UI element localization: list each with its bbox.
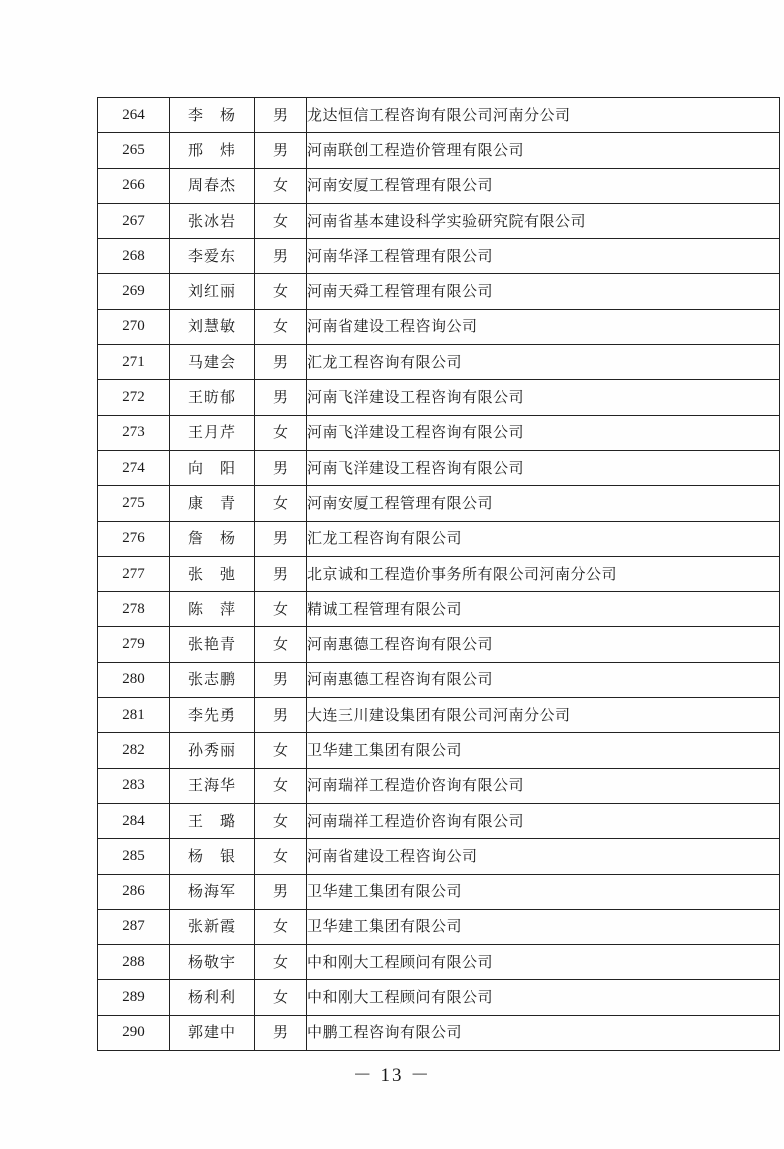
gender-cell: 男 (255, 380, 307, 415)
organization-cell: 汇龙工程咨询有限公司 (307, 521, 780, 556)
table-row (98, 909, 780, 944)
organization-cell: 河南瑞祥工程造价咨询有限公司 (307, 803, 780, 838)
row-number-cell: 290 (98, 1015, 170, 1050)
row-number-cell: 270 (98, 309, 170, 344)
row-number-cell: 271 (98, 345, 170, 380)
organization-cell: 河南安厦工程管理有限公司 (307, 486, 780, 521)
table-row (98, 345, 780, 380)
row-number-cell: 284 (98, 803, 170, 838)
gender-cell: 女 (255, 980, 307, 1015)
organization-cell: 中和刚大工程顾问有限公司 (307, 945, 780, 980)
table-row (98, 556, 780, 591)
gender-cell: 男 (255, 239, 307, 274)
organization-cell: 精诚工程管理有限公司 (307, 592, 780, 627)
table-row (98, 309, 780, 344)
name-cell: 郭建中 (170, 1015, 255, 1050)
row-number-cell: 289 (98, 980, 170, 1015)
table-row (98, 274, 780, 309)
name-cell: 马建会 (170, 345, 255, 380)
gender-cell: 女 (255, 945, 307, 980)
table-row (98, 698, 780, 733)
row-number-cell: 283 (98, 768, 170, 803)
organization-cell: 汇龙工程咨询有限公司 (307, 345, 780, 380)
gender-cell: 女 (255, 168, 307, 203)
gender-cell: 女 (255, 803, 307, 838)
table-row (98, 380, 780, 415)
row-number-cell: 276 (98, 521, 170, 556)
name-cell: 王 璐 (170, 803, 255, 838)
gender-cell: 女 (255, 768, 307, 803)
row-number-cell: 265 (98, 133, 170, 168)
gender-cell: 女 (255, 909, 307, 944)
gender-cell: 男 (255, 556, 307, 591)
name-cell: 陈 萍 (170, 592, 255, 627)
table-row (98, 450, 780, 485)
name-cell: 康 青 (170, 486, 255, 521)
row-number-cell: 285 (98, 839, 170, 874)
gender-cell: 女 (255, 839, 307, 874)
organization-cell: 河南华泽工程管理有限公司 (307, 239, 780, 274)
row-number-cell: 282 (98, 733, 170, 768)
table-row (98, 592, 780, 627)
row-number-cell: 280 (98, 662, 170, 697)
table-row (98, 980, 780, 1015)
table-row (98, 486, 780, 521)
name-cell: 詹 杨 (170, 521, 255, 556)
name-cell: 杨 银 (170, 839, 255, 874)
table-row (98, 627, 780, 662)
row-number-cell: 267 (98, 203, 170, 238)
organization-cell: 河南瑞祥工程造价咨询有限公司 (307, 768, 780, 803)
gender-cell: 男 (255, 345, 307, 380)
row-number-cell: 266 (98, 168, 170, 203)
organization-cell: 河南惠德工程咨询有限公司 (307, 662, 780, 697)
organization-cell: 河南惠德工程咨询有限公司 (307, 627, 780, 662)
name-cell: 王海华 (170, 768, 255, 803)
organization-cell: 河南省基本建设科学实验研究院有限公司 (307, 203, 780, 238)
gender-cell: 女 (255, 733, 307, 768)
gender-cell: 女 (255, 309, 307, 344)
name-cell: 张 弛 (170, 556, 255, 591)
name-cell: 李爱东 (170, 239, 255, 274)
row-number-cell: 275 (98, 486, 170, 521)
row-number-cell: 279 (98, 627, 170, 662)
organization-cell: 龙达恒信工程咨询有限公司河南分公司 (307, 98, 780, 133)
page-number: － 13 － (352, 1065, 432, 1086)
organization-cell: 中和刚大工程顾问有限公司 (307, 980, 780, 1015)
table-row (98, 839, 780, 874)
name-cell: 王月芹 (170, 415, 255, 450)
table-row (98, 1015, 780, 1050)
name-cell: 邢 炜 (170, 133, 255, 168)
organization-cell: 卫华建工集团有限公司 (307, 874, 780, 909)
organization-cell: 河南省建设工程咨询公司 (307, 839, 780, 874)
gender-cell: 男 (255, 1015, 307, 1050)
organization-cell: 北京诚和工程造价事务所有限公司河南分公司 (307, 556, 780, 591)
organization-cell: 大连三川建设集团有限公司河南分公司 (307, 698, 780, 733)
name-cell: 杨利利 (170, 980, 255, 1015)
organization-cell: 河南飞洋建设工程咨询有限公司 (307, 450, 780, 485)
gender-cell: 女 (255, 203, 307, 238)
row-number-cell: 277 (98, 556, 170, 591)
table-row (98, 168, 780, 203)
name-cell: 王昉郁 (170, 380, 255, 415)
gender-cell: 女 (255, 274, 307, 309)
table-row (98, 98, 780, 133)
personnel-table (97, 97, 780, 1051)
organization-cell: 河南飞洋建设工程咨询有限公司 (307, 380, 780, 415)
row-number-cell: 286 (98, 874, 170, 909)
organization-cell: 河南安厦工程管理有限公司 (307, 168, 780, 203)
table-row (98, 803, 780, 838)
gender-cell: 女 (255, 627, 307, 662)
name-cell: 向 阳 (170, 450, 255, 485)
gender-cell: 男 (255, 133, 307, 168)
gender-cell: 女 (255, 415, 307, 450)
name-cell: 孙秀丽 (170, 733, 255, 768)
table-row (98, 662, 780, 697)
gender-cell: 女 (255, 592, 307, 627)
row-number-cell: 273 (98, 415, 170, 450)
table-row (98, 768, 780, 803)
name-cell: 杨敬宇 (170, 945, 255, 980)
organization-cell: 河南天舜工程管理有限公司 (307, 274, 780, 309)
row-number-cell: 278 (98, 592, 170, 627)
name-cell: 张志鹏 (170, 662, 255, 697)
name-cell: 刘慧敏 (170, 309, 255, 344)
row-number-cell: 264 (98, 98, 170, 133)
organization-cell: 河南飞洋建设工程咨询有限公司 (307, 415, 780, 450)
row-number-cell: 281 (98, 698, 170, 733)
row-number-cell: 274 (98, 450, 170, 485)
name-cell: 李先勇 (170, 698, 255, 733)
table-row (98, 521, 780, 556)
gender-cell: 男 (255, 521, 307, 556)
table-row (98, 415, 780, 450)
row-number-cell: 288 (98, 945, 170, 980)
table-row (98, 133, 780, 168)
table-row (98, 239, 780, 274)
row-number-cell: 287 (98, 909, 170, 944)
name-cell: 张冰岩 (170, 203, 255, 238)
name-cell: 周春杰 (170, 168, 255, 203)
row-number-cell: 269 (98, 274, 170, 309)
organization-cell: 卫华建工集团有限公司 (307, 909, 780, 944)
gender-cell: 男 (255, 874, 307, 909)
personnel-table-body (98, 98, 780, 1051)
table-row (98, 945, 780, 980)
name-cell: 刘红丽 (170, 274, 255, 309)
name-cell: 李 杨 (170, 98, 255, 133)
table-row (98, 874, 780, 909)
row-number-cell: 268 (98, 239, 170, 274)
gender-cell: 男 (255, 450, 307, 485)
gender-cell: 男 (255, 698, 307, 733)
row-number-cell: 272 (98, 380, 170, 415)
organization-cell: 卫华建工集团有限公司 (307, 733, 780, 768)
table-row (98, 203, 780, 238)
name-cell: 张艳青 (170, 627, 255, 662)
gender-cell: 男 (255, 662, 307, 697)
name-cell: 张新霞 (170, 909, 255, 944)
organization-cell: 河南联创工程造价管理有限公司 (307, 133, 780, 168)
gender-cell: 女 (255, 486, 307, 521)
organization-cell: 河南省建设工程咨询公司 (307, 309, 780, 344)
organization-cell: 中鹏工程咨询有限公司 (307, 1015, 780, 1050)
name-cell: 杨海军 (170, 874, 255, 909)
gender-cell: 男 (255, 98, 307, 133)
table-row (98, 733, 780, 768)
